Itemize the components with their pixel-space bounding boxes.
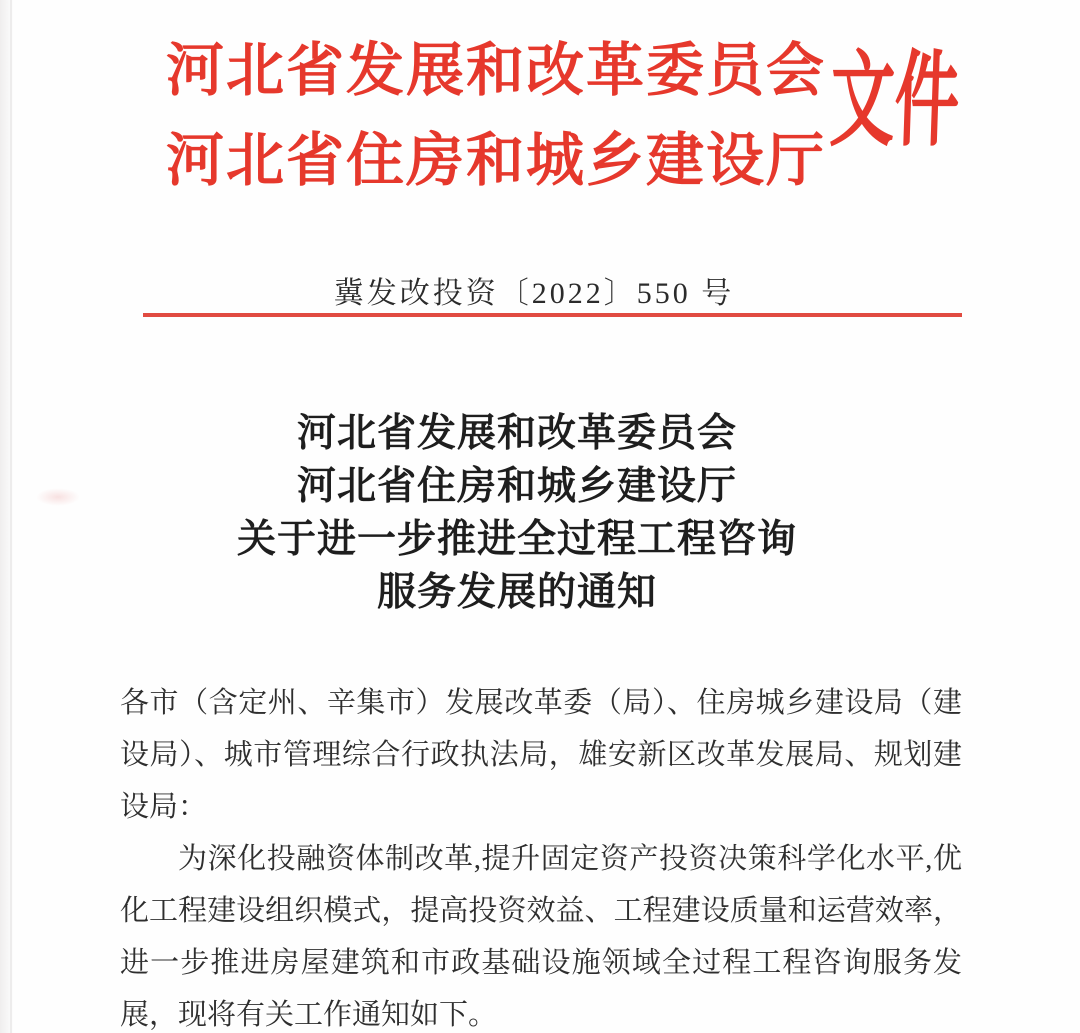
document-number: 冀发改投资〔2022〕550 号 bbox=[333, 277, 735, 310]
document-title bbox=[97, 407, 937, 619]
agency-name-line1: 河北省发展和改革委员会 bbox=[166, 38, 827, 103]
red-divider-line bbox=[143, 313, 962, 317]
title-line-3: 关于进一步推进全过程工程咨询 bbox=[236, 518, 797, 561]
body-paragraph: 为深化投融资体制改革,提升固定资产投资决策科学化水平,优化工程建设组织模式，提高投资效益、工程建设质量和运营效率，进一步推进房屋建筑和市政基础设施领域全过程工程咨询服务发展，现将有关工作通知如下。 bbox=[120, 843, 962, 1031]
scan-edge-line bbox=[10, 0, 12, 1033]
salutation-paragraph: 各市（含定州、辛集市）发展改革委（局）、住房城乡建设局（建设局）、城市管理综合行政执法局，雄安新区改革发展局、规划建设局： bbox=[120, 687, 962, 823]
title-line-1: 河北省发展和改革委员会 bbox=[296, 412, 737, 455]
title-line-4: 服务发展的通知 bbox=[376, 571, 657, 614]
title-line-2: 河北省住房和城乡建设厅 bbox=[296, 465, 737, 508]
document-body bbox=[120, 677, 962, 1033]
agency-name-line2: 河北省住房和城乡建设厅 bbox=[166, 128, 827, 193]
doc-type-label: 文件 bbox=[828, 44, 962, 159]
letterhead bbox=[166, 26, 830, 206]
scan-smudge bbox=[36, 488, 80, 506]
